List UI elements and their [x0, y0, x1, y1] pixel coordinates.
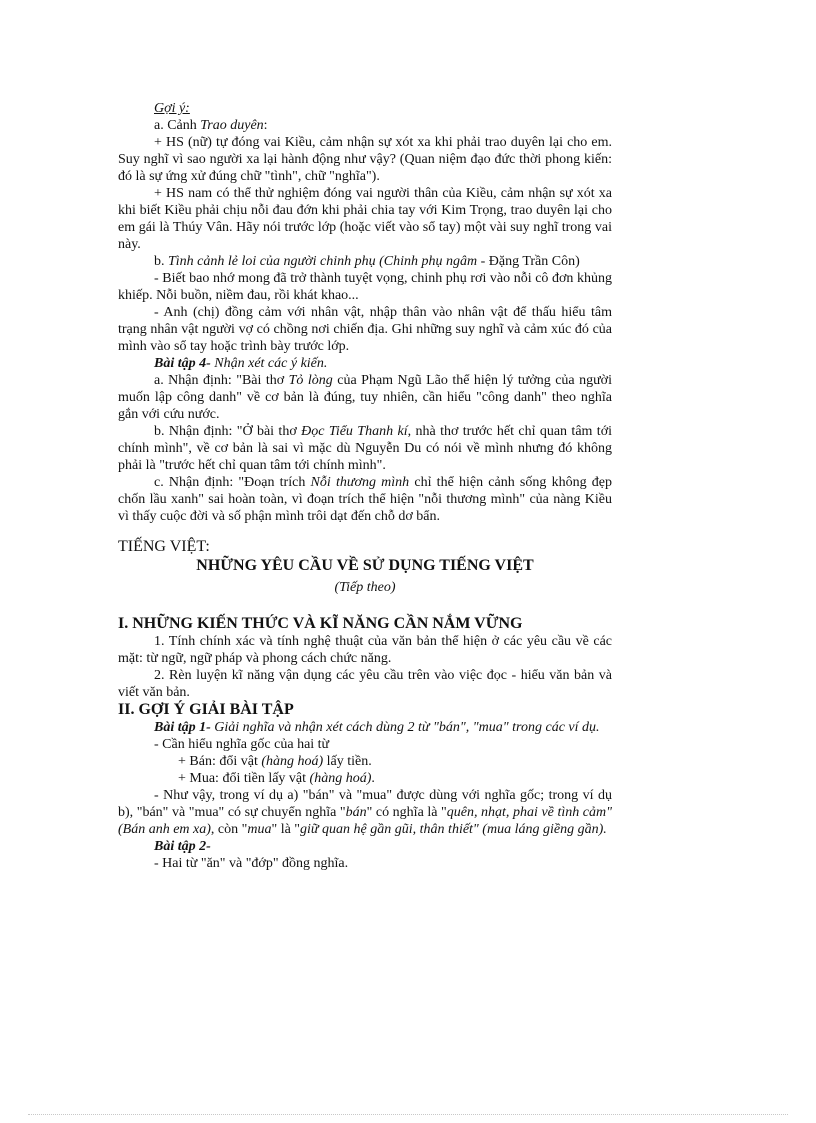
- work-title: Nỗi thương mình: [310, 475, 410, 490]
- text: , nhà thơ trước hết chỉ quan tâm tới chính mình", về cơ bản là sai vì mặc dù Nguyễn Du có nói về mình nhưng đó không phải là "trước hết chỉ quan tâm tới chính mình".: [118, 424, 612, 473]
- text: " là ": [271, 822, 301, 837]
- text: a. Nhận định: "Bài thơ: [154, 373, 289, 388]
- exercise-text: Giải nghĩa và nhận xét cách dùng 2 từ "bán", "mua" trong các ví dụ.: [210, 720, 600, 735]
- exercise-heading: [118, 719, 612, 736]
- work-title: Tình cảnh lẻ loi của người chinh phụ (Chinh phụ ngâm: [168, 254, 478, 269]
- text: b. Nhận định: "Ở bài thơ: [154, 424, 302, 439]
- section-heading-2: II. GỢI Ý GIẢI BÀI TẬP: [118, 701, 294, 718]
- text: .: [371, 771, 375, 786]
- list-item: [118, 770, 612, 787]
- text: c. Nhận định: "Đoạn trích: [154, 475, 311, 490]
- work-title: Tỏ lòng: [288, 373, 333, 388]
- work-title: Đọc Tiểu Thanh kí: [301, 424, 408, 439]
- text: chỉ thể hiện cảnh sống không đẹp chốn lầu xanh" sai hoàn toàn, vì đoạn trích thể hiện "nỗi thương mình" của nàng Kiều vì thấy cuộc đời và số phận mình trôi dạt đến chỗ dơ bẩn.: [118, 475, 612, 524]
- subheading-trao-duyen: [118, 117, 612, 134]
- subheading-chinh-phu: [118, 253, 612, 270]
- text: - Như vậy, trong ví dụ a) "bán" và "mua" được dùng với nghĩa gốc; trong ví dụ b), "bán" và "mua" có sự chuyển nghĩa ": [118, 788, 612, 820]
- list-item: [118, 753, 612, 770]
- section-goi-y: [118, 100, 612, 525]
- paragraph: - Anh (chị) đồng cảm với nhân vật, nhập thân vào nhân vật để thấu hiểu tâm trạng nhân vật người vợ có chồng nơi chiến địa. Ghi những suy nghĩ và cảm xúc đó của mình vào sổ tay hoặc trình bày trước lớp.: [118, 305, 612, 354]
- text: lấy tiền.: [323, 754, 372, 769]
- exercise-label: Bài tập 2-: [154, 839, 211, 854]
- exercise-text: Nhận xét các ý kiến.: [210, 356, 328, 371]
- paragraph: + HS nam có thể thử nghiệm đóng vai người thân của Kiều, cảm nhận sự xót xa khi biết Kiều phải chịu nỗi đau đớn khi phải chia tay với Kim Trọng, trao duyên lại cho em gái là Thúy Vân. Hãy nói trước lớp (hoặc viết vào sổ tay) một vài suy nghĩ trong vai này.: [118, 186, 612, 252]
- text-italic: (hàng hoá): [309, 771, 372, 786]
- text-italic: giữ quan hệ gần gũi, thân thiết" (mua láng giềng gần).: [300, 822, 607, 837]
- section-tieng-viet: [118, 538, 612, 596]
- list-item: - Cần hiểu nghĩa gốc của hai từ: [154, 737, 330, 752]
- exercise-heading: [118, 355, 612, 372]
- work-title: Trao duyên: [200, 118, 264, 133]
- text: , còn ": [210, 822, 248, 837]
- page-divider: [28, 1114, 788, 1115]
- text-italic: (hàng hoá): [261, 754, 324, 769]
- heading-goi-y: Gợi ý:: [154, 101, 190, 116]
- text: + Bán: đổi vật: [178, 754, 262, 769]
- text: - Đặng Trần Côn): [477, 254, 580, 269]
- exercise-label: Bài tập 4-: [154, 356, 211, 371]
- paragraph: - Hai từ "ăn" và "đớp" đồng nghĩa.: [154, 856, 349, 871]
- section-heading-1: I. NHỮNG KIẾN THỨC VÀ KĨ NĂNG CẦN NẮM VỮNG: [118, 615, 523, 632]
- section-label: TIẾNG VIỆT:: [118, 538, 210, 555]
- paragraph: - Biết bao nhớ mong đã trở thành tuyệt vọng, chinh phụ rơi vào nỗi cô đơn khủng khiếp. Nỗi buồn, niềm đau, rồi khát khao...: [118, 271, 612, 303]
- exercise-label: Bài tập 1-: [154, 720, 211, 735]
- text-italic: mua: [247, 822, 272, 837]
- sub-title: (Tiếp theo): [334, 580, 396, 595]
- text: a. Cảnh: [154, 118, 201, 133]
- text: của Phạm Ngũ Lão thể hiện lý tưởng của người muốn lập công danh" về cơ bản là đúng, tuy nhiên, cần hiểu "công danh" theo nghĩa gắn với cứu nước.: [118, 373, 612, 422]
- paragraph: [118, 372, 612, 423]
- paragraph: [118, 787, 612, 838]
- paragraph: + HS (nữ) tự đóng vai Kiều, cảm nhận sự xót xa khi phải trao duyên lại cho em. Suy nghĩ vì sao người xa lại hành động như vậy? (Quan niệm đạo đức thời phong kiến: đó là sự ứng xử đúng chữ "tình", chữ "nghĩa").: [118, 135, 612, 184]
- text: + Mua: đổi tiền lấy vật: [178, 771, 310, 786]
- section-exercises: [118, 615, 612, 872]
- paragraph: 1. Tính chính xác và tính nghệ thuật của văn bản thể hiện ở các yêu cầu về các mặt: từ ngữ, ngữ pháp và phong cách chức năng.: [118, 634, 612, 666]
- text: b.: [154, 254, 168, 269]
- text: " có nghĩa là ": [366, 805, 447, 820]
- paragraph: [118, 474, 612, 525]
- text: :: [263, 118, 268, 133]
- paragraph: 2. Rèn luyện kĩ năng vận dụng các yêu cầu trên vào việc đọc - hiểu văn bản và viết văn bản.: [118, 668, 612, 700]
- paragraph: [118, 423, 612, 474]
- text-italic: quên, nhạt, phai về tình cảm" (Bán anh em xa): [118, 805, 612, 837]
- main-title: NHỮNG YÊU CẦU VỀ SỬ DỤNG TIẾNG VIỆT: [196, 557, 534, 574]
- text-italic: bán: [345, 805, 367, 820]
